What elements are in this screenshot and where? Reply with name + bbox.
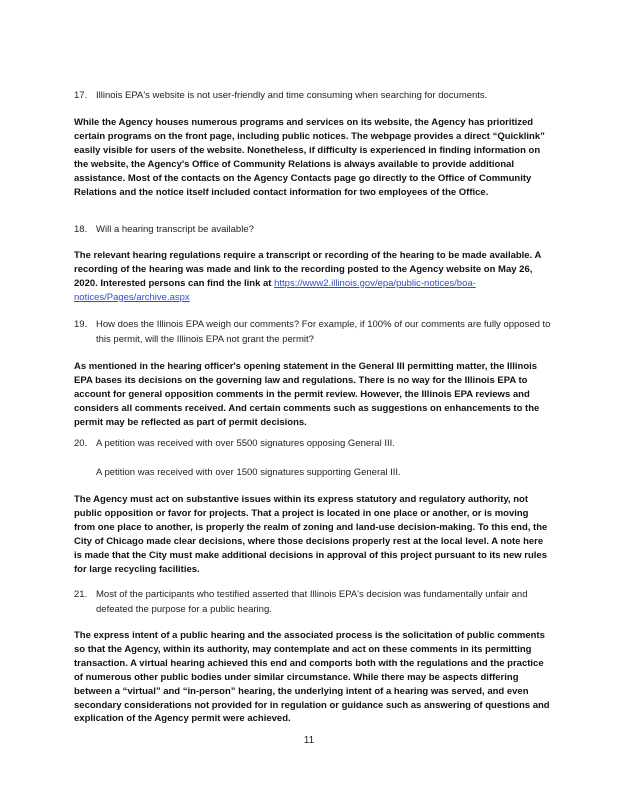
answer-19: [74, 360, 550, 430]
question-number: 20.: [74, 438, 88, 449]
recording-link[interactable]: https://www2.illinois.gov/epa/public-notices/boa-notices/Pages/archive.aspx: [74, 277, 476, 303]
question-number: 19.: [74, 319, 88, 330]
answer-21: [74, 629, 550, 726]
question-text: Most of the participants who testified asserted that Illinois EPA's decision was fundamentally unfair and defeated the purpose for a public hearing.: [96, 589, 528, 615]
answer-text: The express intent of a public hearing and the associated process is the solicitation of public comments so that the Agency, within its authority, may contemplate and act on these comments in its permitting transaction. A virtual hearing achieved this end and comports both with the regulations and the practice of numerous other public bodies under similar circumstance. While there may be aspects differing between a “virtual” and “in-person” hearing, the underlying intent of a hearing was served, and even secondary considerations not provided for in regulation or guidance such as answering of questions and explication of the Agency permit were achieved.: [74, 630, 550, 725]
question-number: 21.: [74, 589, 88, 600]
answer-20: [74, 493, 550, 576]
answer-17: [74, 116, 550, 199]
question-17: [74, 88, 564, 103]
answer-text: The Agency must act on substantive issues within its express statutory and regulatory authority, not public opposition or favor for projects. That a project is located in one place or another, or is moving from one place to another, is properly the realm of zoning and land-use decision-making. To this end, the City of Chicago made clear decisions, where those decisions properly rest at the local level. A note here is made that the City must make additional decisions in approval of this project pursuant to its new rules for large recycling facilities.: [74, 494, 548, 575]
question-number: 17.: [74, 90, 88, 101]
question-text: How does the Illinois EPA weigh our comments? For example, if 100% of our comments are fully opposed to this permit, will the Illinois EPA not grant the permit?: [96, 319, 551, 345]
question-number: 18.: [74, 224, 88, 235]
answer-18: [74, 249, 550, 305]
question-text: Will a hearing transcript be available?: [96, 224, 254, 235]
answer-text-body: The relevant hearing regulations require a transcript or recording of the hearing to be made available. A recording of the hearing was made and link to the recording posted to the Agency website on May 26, 2020. Interested persons can find the link at: [74, 250, 542, 289]
question-19: [74, 317, 564, 347]
question-21: [74, 587, 564, 617]
question-text: Illinois EPA's website is not user-friendly and time consuming when searching for documents.: [96, 90, 488, 101]
answer-text: As mentioned in the hearing officer's opening statement in the General III permitting matter, the Illinois EPA bases its decisions on the governing law and regulations. There is no way for the Illinois EPA to account for general opposition comments in the permit review. However, the Illinois EPA reviews and considers all comments received. And certain comments such as suggestions on enhancements to the permit may be reflected as part of permit decisions.: [74, 361, 540, 428]
page-number: 11: [303, 735, 315, 746]
question-20-second: A petition was received with over 1500 signatures supporting General III.: [96, 467, 401, 478]
answer-text: [74, 249, 550, 305]
question-18: [74, 222, 564, 237]
question-20: [74, 436, 564, 451]
answer-text: While the Agency houses numerous programs and services on its website, the Agency has prioritized certain programs on the front page, including public notices. The webpage provides a direct “Quicklink” easily visible for users of the website. Nonetheless, if difficulty is experienced in finding information on the website, the Agency's Office of Community Relations is always available to provide additional assistance. Most of the contacts on the Agency Contacts page go directly to the Office of Community Relations and the notice itself included contact information for two employees of the Office.: [74, 117, 545, 198]
question-text: A petition was received with over 5500 signatures opposing General III.: [96, 438, 395, 449]
